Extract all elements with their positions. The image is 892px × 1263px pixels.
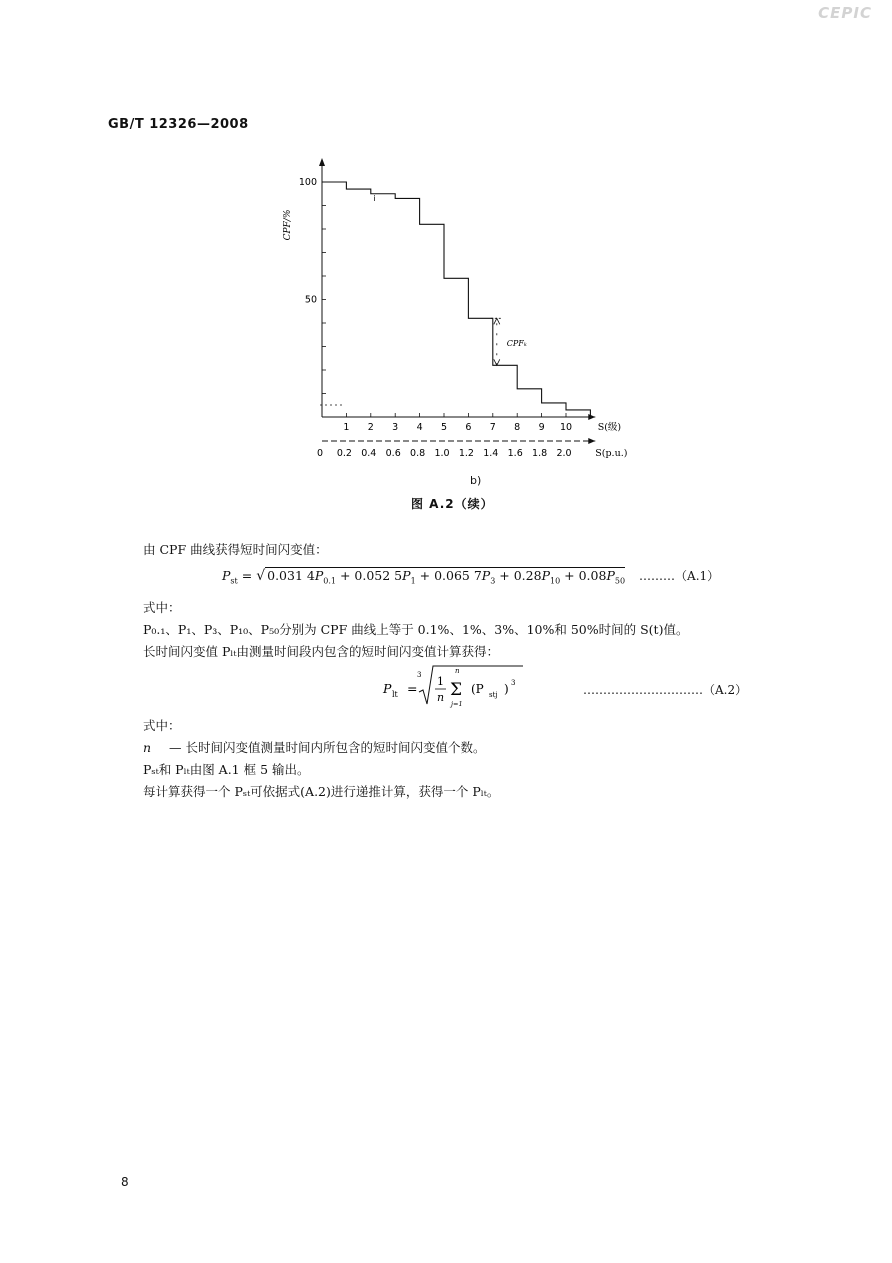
x-tick-label: 5 [440, 422, 448, 433]
cepic-logo: CEPIC [818, 4, 872, 22]
x2-tick-label: 1.6 [507, 448, 523, 459]
formula1-eq-number: ………（A.1） [639, 569, 720, 583]
formula2-equals: = [407, 681, 418, 696]
y-axis-label: CPF/% [283, 209, 293, 241]
formula1-radicand [265, 567, 625, 586]
formula1-var-sub: 1 [410, 576, 416, 586]
paragraph-cpf-points: P₀.₁、P₁、P₃、P₁₀、P₅₀分别为 CPF 曲线上等于 0.1%、1%、3%、10%和 50%时间的 S(t)值。 [143, 622, 689, 637]
formula2-lhs: P [383, 681, 392, 696]
paragraph-recursive: 每计算获得一个 Pₛₜ可依据式(A.2)进行递推计算，获得一个 Pₗₜ。 [143, 784, 500, 799]
formula1-lhs-sub: st [230, 576, 238, 586]
x2-tick-label: 0.2 [336, 448, 352, 459]
x-axis2-arrow-icon [588, 438, 595, 444]
x-axis1-label: S(级) [597, 422, 622, 433]
formula1-var: P [402, 568, 411, 583]
paragraph-where-1: 式中： [143, 600, 181, 615]
definition-n-text: — 长时间闪变值测量时间内所包含的短时间闪变值个数。 [169, 740, 486, 755]
x2-tick-label: 0 [316, 448, 324, 459]
formula2-term: (P [471, 682, 484, 696]
formula1-coef: 0.065 7 [434, 568, 482, 583]
annotation-label: CPFₖ [506, 338, 527, 348]
sigma-icon: Σ [450, 680, 463, 700]
x2-tick-label: 1.8 [532, 448, 548, 459]
x-tick-label: 9 [538, 422, 545, 433]
chart-labels [283, 194, 627, 459]
formula2-term-sub: stj [489, 691, 498, 699]
formula2-power: 3 [511, 679, 516, 687]
formula1-equals: = [241, 568, 253, 583]
formula2-term-close: ) [504, 682, 509, 696]
formula2-frac-num: 1 [437, 675, 444, 688]
plus-sign: + [495, 568, 514, 583]
x-tick-label: 8 [514, 422, 521, 433]
cpf-step-path [322, 182, 590, 417]
paragraph-plt-intro: 长时间闪变值 Pₗₜ由测量时间段内包含的短时间闪变值计算获得： [143, 644, 500, 659]
x2-tick-label: 2.0 [556, 448, 572, 459]
x2-tick-label: 1.0 [434, 448, 450, 459]
x2-tick-label: 1.2 [458, 448, 474, 459]
plus-sign: + [336, 568, 355, 583]
step-marker-label: i [373, 194, 376, 204]
page-number: 8 [121, 1175, 129, 1189]
formula1-var: P [606, 568, 615, 583]
x-tick-label: 1 [343, 422, 350, 433]
formula2-lhs-sub: lt [392, 690, 398, 699]
definition-n [143, 738, 486, 756]
formula2-eq-number: …………………………（A.2） [583, 683, 748, 697]
formula1-coef: 0.031 4 [267, 568, 315, 583]
x-tick-label: 6 [465, 422, 472, 433]
formula1-coef: 0.28 [513, 568, 542, 583]
formula-a1 [222, 567, 719, 586]
chart-step-line [322, 182, 590, 417]
x-tick-label: 7 [489, 422, 496, 433]
x2-tick-label: 0.8 [410, 448, 426, 459]
formula2-root-index: 3 [417, 671, 422, 679]
formula1-var: P [314, 568, 324, 583]
x2-tick-label: 0.4 [361, 448, 377, 459]
y-tick-label: 100 [298, 177, 317, 188]
formula2-sum-bottom: j=1 [451, 700, 463, 708]
plus-sign: + [415, 568, 435, 583]
formula1-var-sub: 10 [550, 576, 561, 586]
plus-sign: + [560, 568, 579, 583]
y-axis-arrow-icon [319, 158, 325, 166]
chart-axes [319, 158, 595, 444]
formula2-sum-top: n [455, 667, 460, 675]
x-axis2-label: S(p.u.) [595, 448, 628, 459]
definition-n-symbol: n [143, 740, 152, 755]
x2-tick-label: 1.4 [483, 448, 499, 459]
formula1-var-sub: 50 [614, 576, 626, 586]
figure-caption: 图 A.2（续） [411, 497, 494, 511]
x-tick-label: 4 [416, 422, 423, 433]
formula1-var: P [481, 568, 491, 583]
x-tick-label: 2 [367, 422, 374, 433]
formula1-var: P [541, 568, 550, 583]
formula1-coef: 0.052 5 [354, 568, 403, 583]
formula1-var-sub: 3 [490, 576, 496, 586]
formula1-coef: 0.08 [578, 568, 607, 583]
figure-subcaption: b) [470, 474, 482, 487]
paragraph-where-2: 式中： [143, 718, 181, 733]
paragraph-cpf-intro: 由 CPF 曲线获得短时间闪变值： [143, 542, 328, 557]
x-tick-label: 10 [559, 422, 573, 433]
formula1-var-sub: 0.1 [323, 576, 336, 586]
standard-code: GB/T 12326—2008 [108, 117, 249, 132]
sqrt-icon: √ [256, 568, 266, 584]
y-tick-label: 50 [304, 294, 317, 306]
x-tick-label: 3 [392, 422, 399, 433]
formula1-lhs: P [222, 568, 231, 583]
formula2-frac-den: n [437, 691, 445, 704]
x2-tick-label: 0.6 [385, 448, 401, 459]
x-axis-arrow-icon [588, 414, 595, 420]
cpf-step-chart [280, 150, 660, 470]
paragraph-output: Pₛₜ和 Pₗₜ由图 A.1 框 5 输出。 [143, 762, 310, 777]
formula2-svg [383, 668, 553, 716]
formula-a2 [383, 668, 553, 719]
